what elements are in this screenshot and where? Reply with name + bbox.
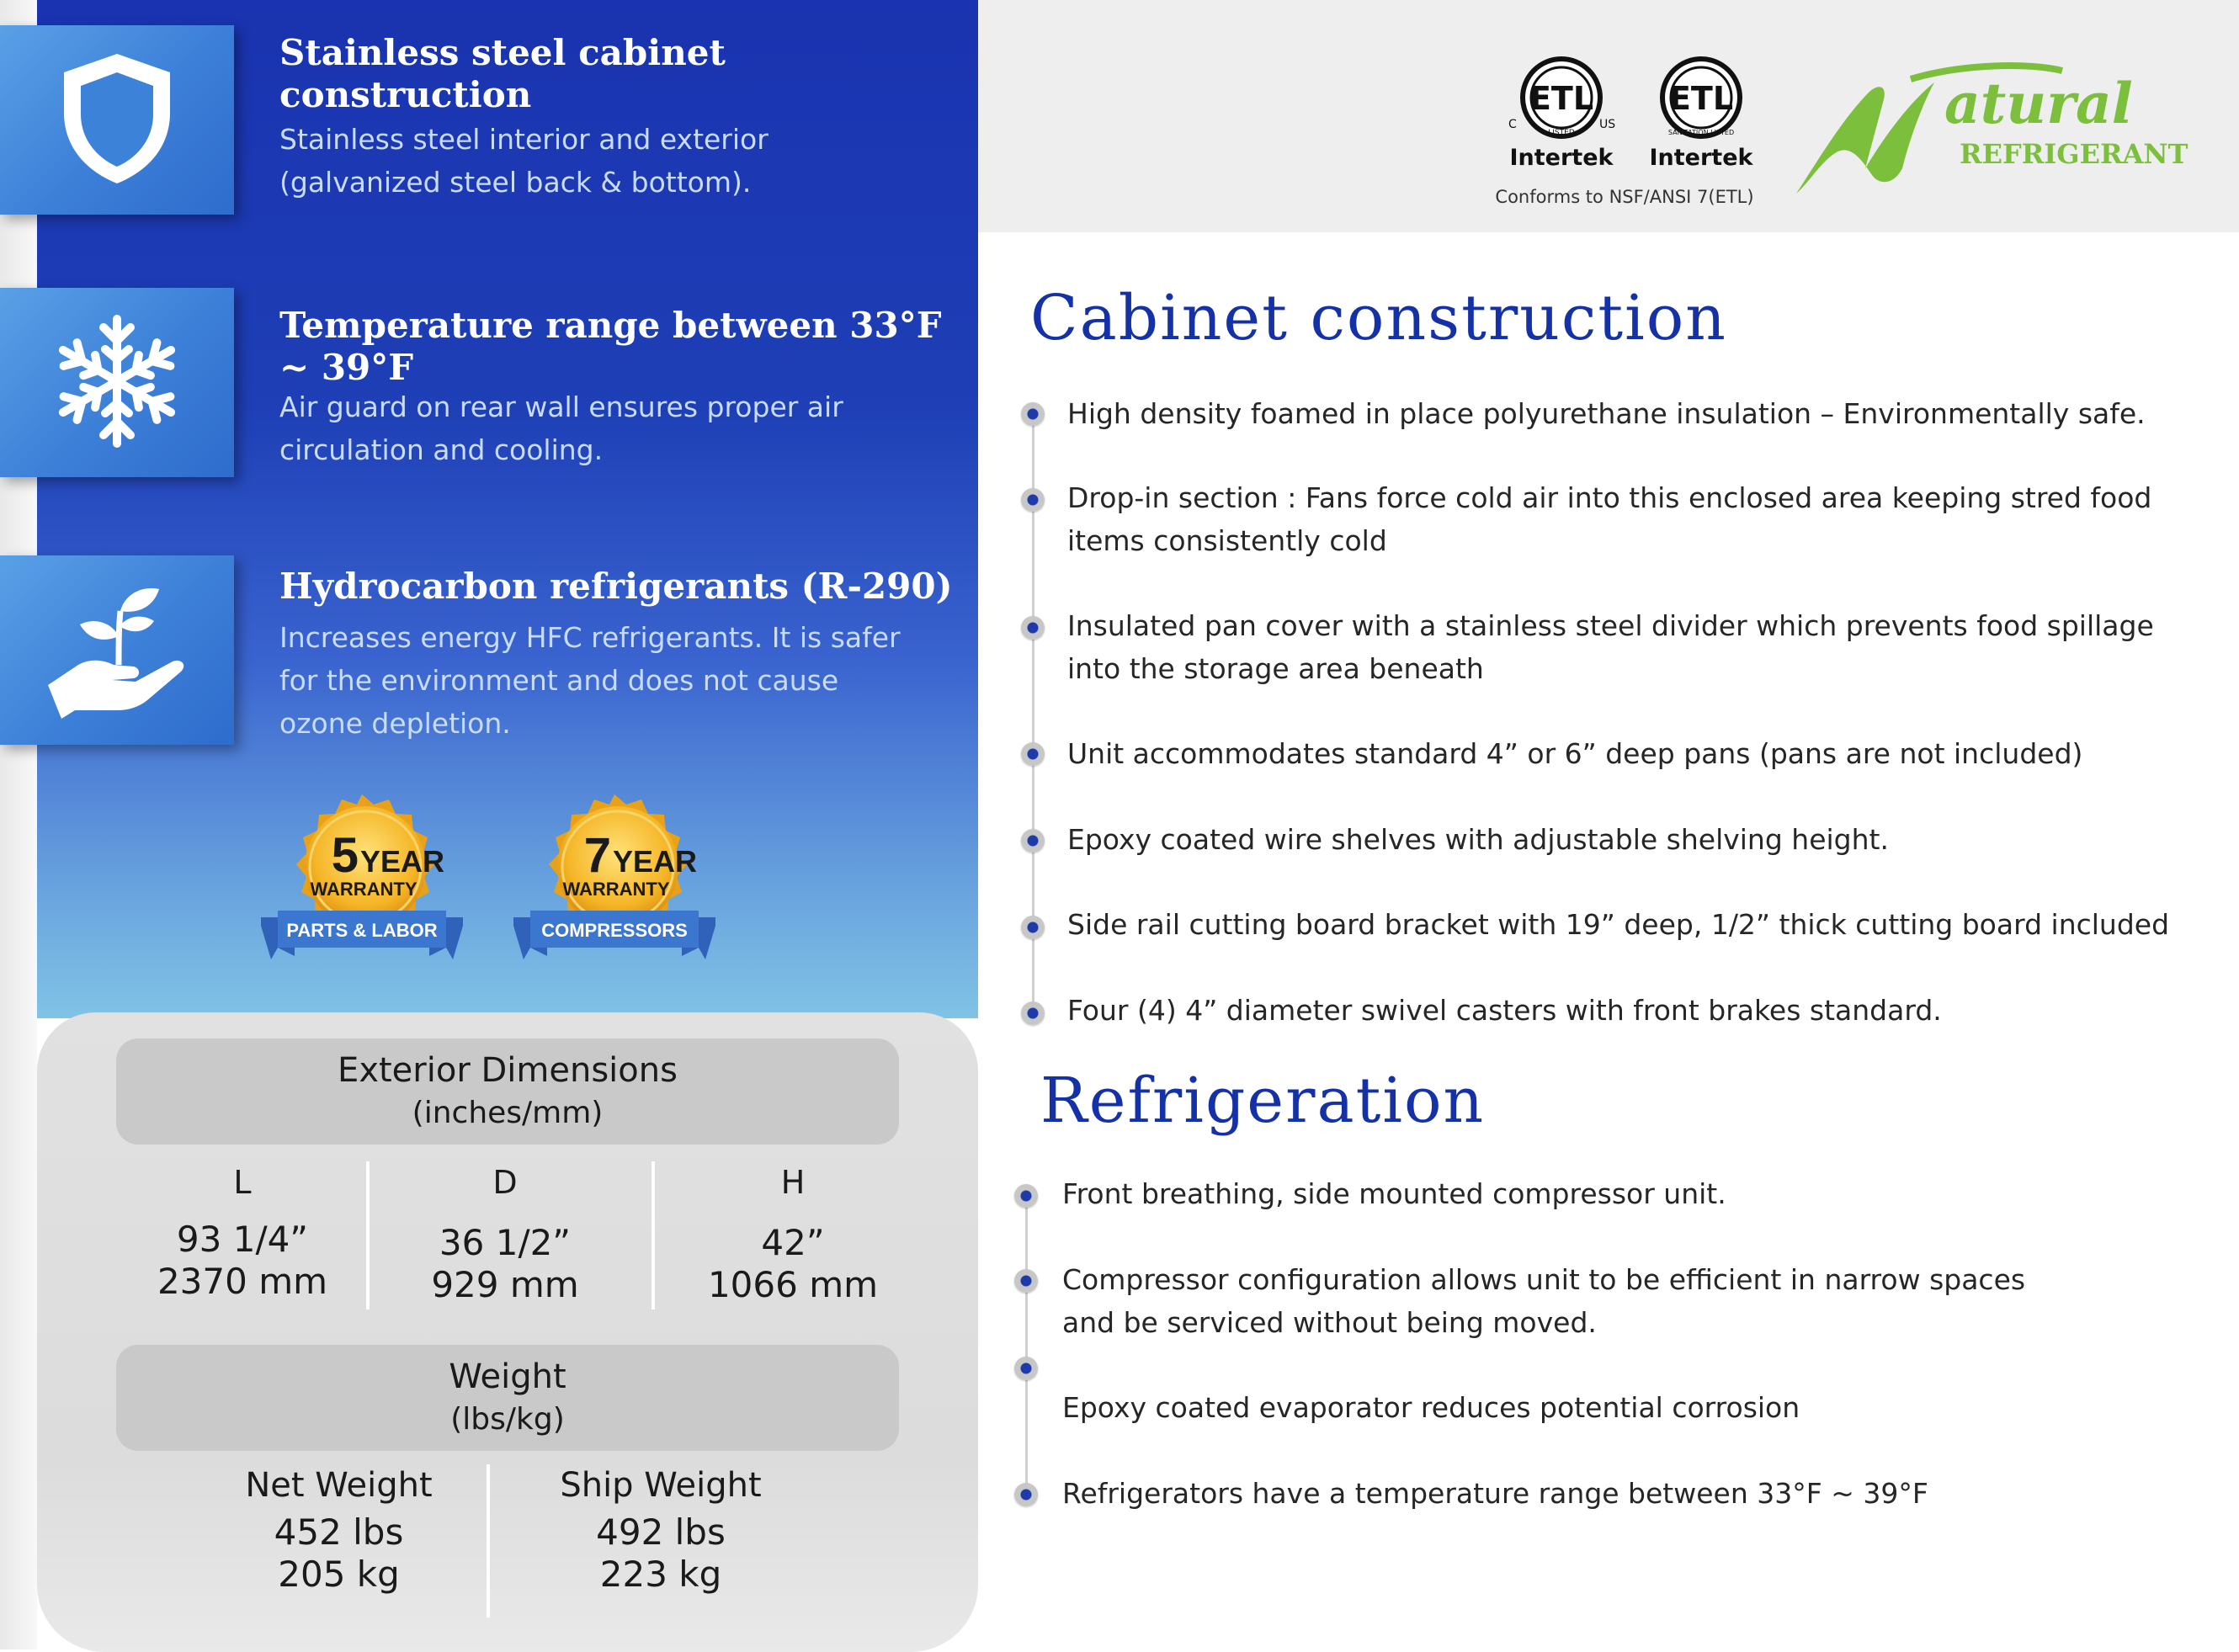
hand-plant-icon [41, 577, 193, 724]
warranty-year-label: YEAR [613, 844, 698, 879]
cabinet-item: Insulated pan cover with a stainless steel divider which prevents food spillage into the storage area beneath [1067, 609, 2154, 685]
dimension-label: L [233, 1164, 252, 1201]
warranty-badge-7-year [513, 791, 715, 985]
bullet-icon [1021, 402, 1045, 426]
bullet-icon [1014, 1184, 1038, 1208]
cabinet-construction-title: Cabinet construction [1030, 282, 1727, 354]
dimension-depth [379, 1161, 631, 1306]
exterior-dimensions-header [116, 1038, 899, 1145]
refrigeration-item: Front breathing, side mounted compressor unit. [1062, 1177, 1726, 1210]
exterior-dimensions-title: Exterior Dimensions [338, 1051, 678, 1090]
ship-weight [505, 1464, 816, 1596]
etl-mark-text: ETL [1668, 80, 1734, 117]
bullet-icon [1014, 1357, 1038, 1380]
logo-word: atural [1944, 71, 2133, 136]
etl-c-text: C [1508, 118, 1517, 131]
warranty-year-label: YEAR [360, 844, 445, 879]
dimension-label: H [780, 1164, 806, 1201]
conformance-note: Conforms to NSF/ANSI 7(ETL) [1495, 187, 1754, 207]
warranty-number: 7 [583, 828, 611, 883]
bullet-icon [1021, 1001, 1045, 1025]
weight-lbs: 452 lbs [274, 1511, 404, 1553]
dimension-mm: 2370 mm [157, 1261, 328, 1302]
warranty-number: 5 [331, 828, 359, 883]
bullet-icon [1021, 742, 1045, 766]
cabinet-item: High density foamed in place polyurethane insulation – Environmentally safe. [1067, 397, 2146, 430]
logo-subtitle: REFRIGERANT [1960, 138, 2188, 170]
weight-kg: 205 kg [278, 1554, 400, 1595]
weight-title: Weight [449, 1357, 566, 1396]
dimension-length [116, 1161, 369, 1303]
dimension-inches: 93 1/4” [176, 1219, 309, 1260]
weight-label: Net Weight [245, 1466, 433, 1505]
feature-title: Stainless steel cabinet construction [279, 32, 726, 115]
bullet-icon [1014, 1483, 1038, 1506]
warranty-badge-5-year [261, 791, 463, 985]
bullet-icon [1021, 488, 1045, 512]
column-divider [366, 1161, 370, 1309]
exterior-dimensions-unit: (inches/mm) [412, 1096, 604, 1130]
intertek-label: Intertek [1509, 145, 1614, 171]
feature-title: Hydrocarbon refrigerants (R-290) [279, 566, 953, 607]
bullet-icon [1021, 916, 1045, 939]
bullet-connector [1025, 1195, 1028, 1498]
dimension-label: D [492, 1164, 518, 1201]
cabinet-item: Epoxy coated wire shelves with adjustable shelving height. [1067, 823, 1889, 856]
etl-sanitation-mark [1646, 56, 1756, 171]
feature-icon-box [0, 25, 234, 215]
dimension-mm: 929 mm [431, 1264, 579, 1305]
warranty-ribbon-text: PARTS & LABOR [286, 920, 438, 941]
weight-label: Ship Weight [560, 1466, 762, 1505]
feature-description: Increases energy HFC refrigerants. It is safer for the environment and does not cause ozone depletion. [279, 621, 901, 740]
dimension-inches: 42” [761, 1222, 825, 1263]
feature-icon-box [0, 555, 234, 745]
dimension-inches: 36 1/2” [439, 1222, 572, 1263]
left-edge-shade [0, 0, 37, 1649]
etl-mark-text: ETL [1529, 80, 1594, 117]
dimension-mm: 1066 mm [707, 1264, 879, 1305]
weight-kg: 223 kg [599, 1554, 722, 1595]
cabinet-item: Four (4) 4” diameter swivel casters with front brakes standard. [1067, 994, 1942, 1027]
cabinet-item: Drop-in section : Fans force cold air into this enclosed area keeping stred food items consistently cold [1067, 481, 2152, 557]
weight-lbs: 492 lbs [596, 1511, 726, 1553]
column-divider [651, 1161, 655, 1309]
cabinet-item: Unit accommodates standard 4” or 6” deep pans (pans are not included) [1067, 737, 2083, 770]
bullet-icon [1021, 616, 1045, 640]
weight-unit: (lbs/kg) [450, 1402, 565, 1437]
net-weight [185, 1464, 492, 1596]
refrigeration-item: Epoxy coated evaporator reduces potential corrosion [1062, 1391, 1800, 1424]
refrigeration-item: Refrigerators have a temperature range between 33°F ~ 39°F [1062, 1477, 1928, 1510]
refrigeration-title: Refrigeration [1040, 1065, 1486, 1137]
intertek-label: Intertek [1649, 145, 1753, 171]
feature-title: Temperature range between 33°F ~ 39°F [279, 305, 942, 388]
natural-refrigerant-logo [1784, 59, 2205, 202]
column-divider [487, 1464, 490, 1617]
warranty-label: WARRANTY [310, 879, 417, 900]
cabinet-item: Side rail cutting board bracket with 19” deep, 1/2” thick cutting board included [1067, 908, 2170, 941]
snowflake-icon [45, 310, 189, 456]
feature-description: Air guard on rear wall ensures proper air circulation and cooling. [279, 390, 843, 466]
warranty-ribbon-text: COMPRESSORS [541, 920, 688, 941]
etl-ring-text: LISTED [1548, 129, 1575, 137]
feature-icon-box [0, 288, 234, 477]
weight-header [116, 1345, 899, 1451]
etl-ring-text: SANITATION LISTED [1667, 129, 1735, 136]
bullet-icon [1021, 829, 1045, 853]
dimension-height [667, 1161, 919, 1306]
etl-listed-mark [1507, 56, 1616, 171]
etl-us-text: US [1599, 118, 1616, 131]
shield-icon [54, 47, 180, 194]
bullet-icon [1014, 1269, 1038, 1293]
warranty-label: WARRANTY [562, 879, 670, 900]
refrigeration-item: Compressor configuration allows unit to be efficient in narrow spaces and be serviced without being moved. [1062, 1263, 2026, 1339]
feature-description: Stainless steel interior and exterior (galvanized steel back & bottom). [279, 123, 768, 199]
